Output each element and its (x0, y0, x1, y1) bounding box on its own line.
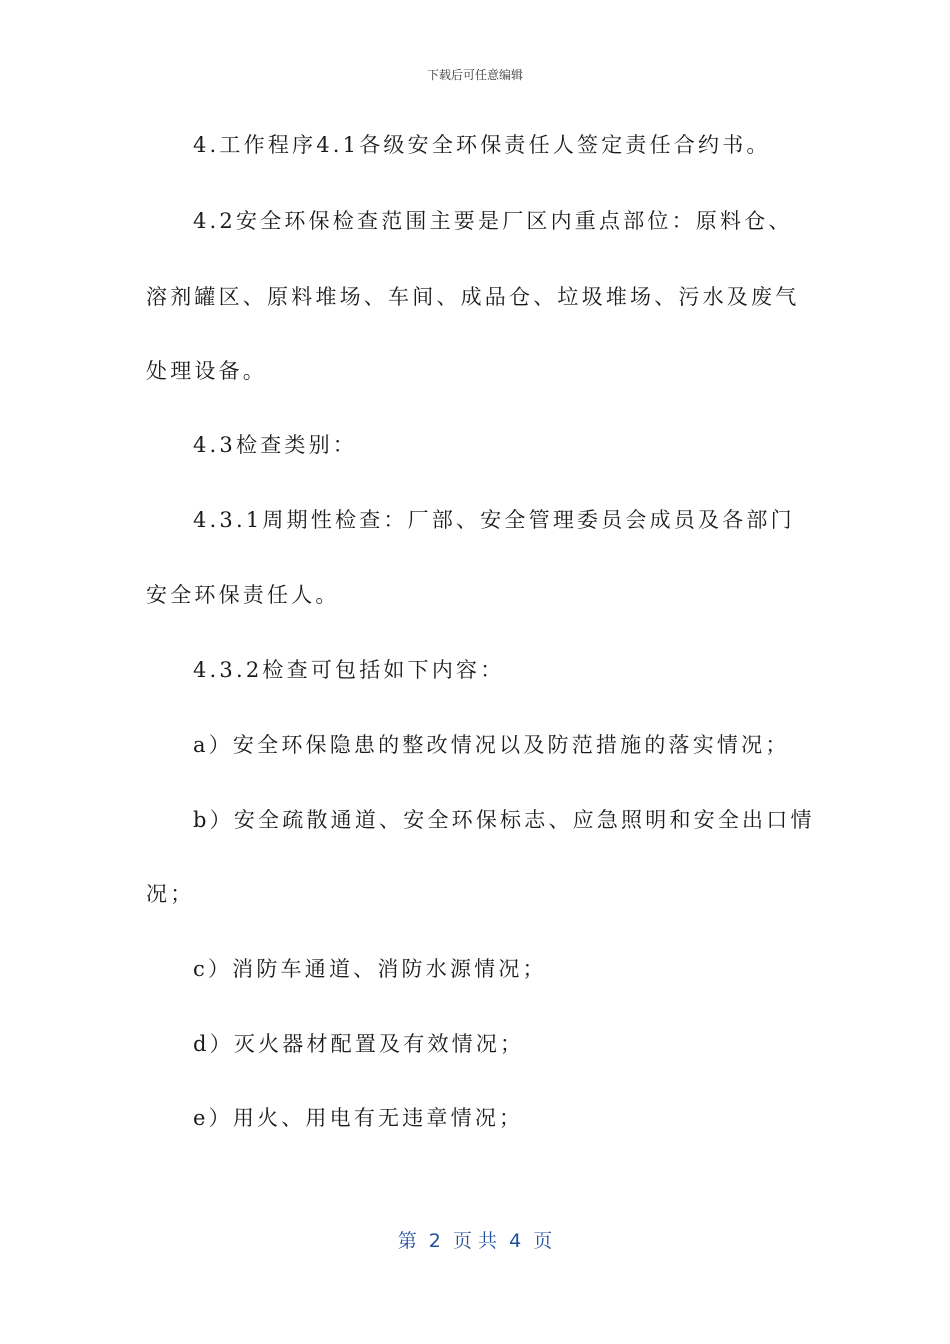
paragraph-line: 4.工作程序4.1各级安全环保责任人签定责任合约书。 (193, 133, 771, 157)
paragraph-line: b）安全疏散通道、安全环保标志、应急照明和安全出口情 (193, 808, 815, 832)
paragraph-line: c）消防车通道、消防水源情况； (193, 957, 547, 981)
paragraph-line: 4.3检查类别： (193, 433, 357, 457)
paragraph-line: 4.2安全环保检查范围主要是厂区内重点部位：原料仓、 (193, 209, 793, 233)
paragraph-line: 4.3.1周期性检查：厂部、安全管理委员会成员及各部门 (193, 508, 795, 532)
paragraph-line: 溶剂罐区、原料堆场、车间、成品仓、垃圾堆场、污水及废气 (146, 285, 800, 309)
paragraph-line: 况； (146, 882, 195, 906)
paragraph-line: e）用火、用电有无违章情况； (193, 1106, 524, 1130)
paragraph-line: 安全环保责任人。 (146, 583, 340, 607)
paragraph-line: d）灭火器材配置及有效情况； (193, 1032, 525, 1056)
paragraph-line: 4.3.2检查可包括如下内容： (193, 658, 505, 682)
page-number-footer: 第 2 页 共 4 页 (397, 1230, 553, 1252)
header-note: 下载后可任意编辑 (426, 68, 523, 82)
paragraph-line: 处理设备。 (146, 359, 267, 383)
paragraph-line: a）安全环保隐患的整改情况以及防范措施的落实情况； (193, 733, 790, 757)
